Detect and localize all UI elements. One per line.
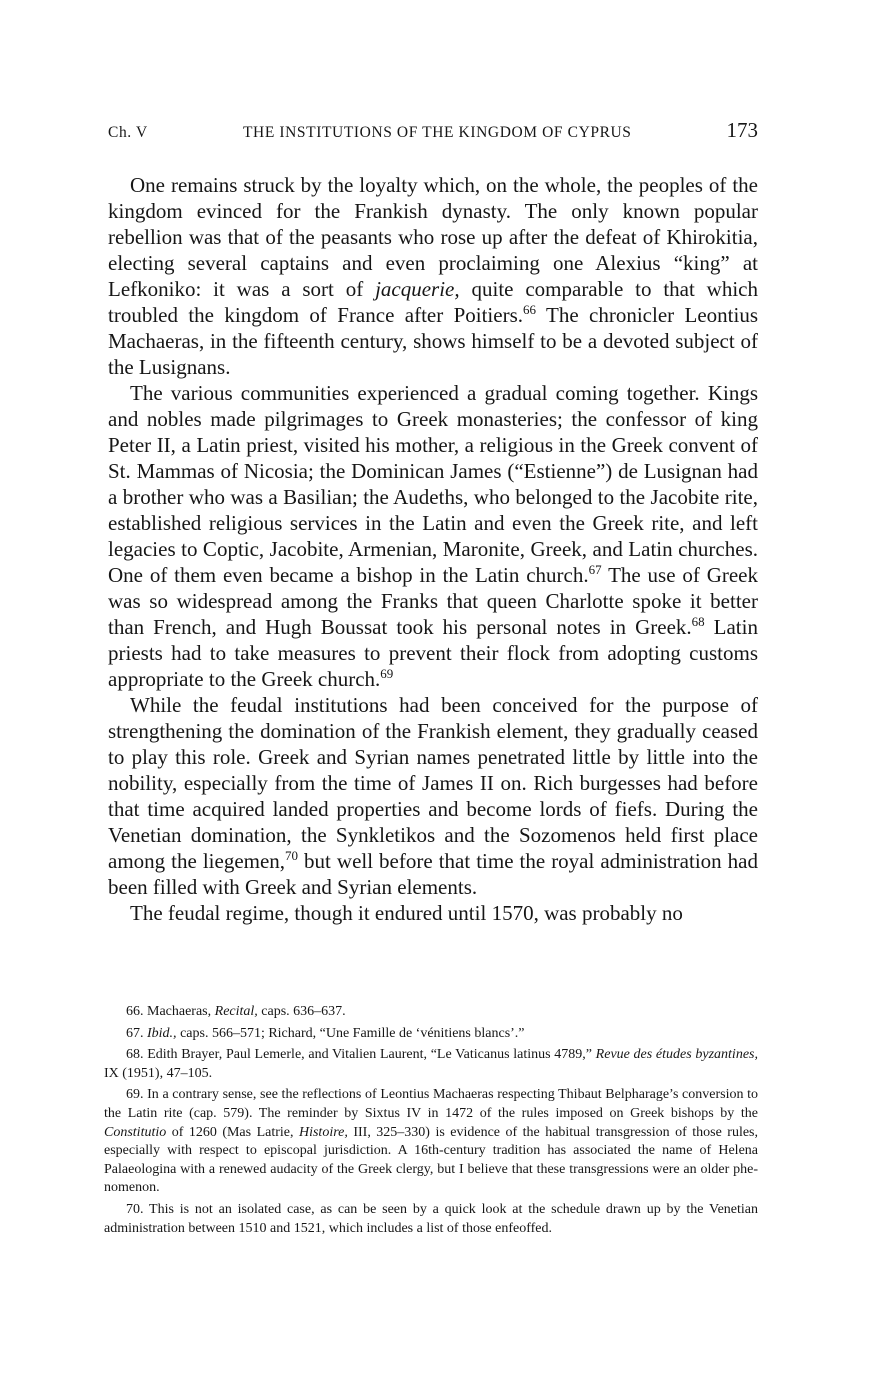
footnote: 68. Edith Brayer, Paul Lemerle, and Vitalien Laurent, “Le Vaticanus latinus 4789,” Revue des études byzantines, IX (1951), 47–105. — [104, 1047, 758, 1081]
footnote-marker: 70 — [285, 848, 299, 863]
footnote-marker: 66 — [523, 302, 537, 317]
paragraph: While the feudal institutions had been conceived for the purpose of strengthening the domination of the Frankish element, they gradually ceased to play this role. Greek and Syrian names penetrated little by little into the nobility, especially from the time of James II on. Rich burgesses had before that time acquired landed properties and become lords of fiefs. During the Venetian domination, the Synkletikos and the Sozomenos held first place among the liegemen,$^{70}$ but well before that time the royal administration had been filled with Greek and Syrian elements. — [108, 693, 758, 899]
footnote: 66. Machaeras, Recital, caps. 636–637. — [126, 1004, 346, 1019]
running-header — [108, 118, 758, 148]
footnote-marker: 68 — [691, 614, 705, 629]
footnote-marker: 67 — [588, 562, 602, 577]
paragraph: The feudal regime, though it endured until 1570, was probably no — [130, 901, 683, 925]
paragraph: The various communities experienced a gradual coming together. Kings and nobles made pilgrimages to Greek monasteries; the confessor of king Peter II, a Latin priest, visited his mother, a religious in the Greek convent of St. Mammas of Nicosia; the Dominican James (“Estienne”) de Lusignan had a brother who was a Basilian; the Audeths, who belonged to the Jacobite rite, established religious services in the Latin and even the Greek rite, and left legacies to Coptic, Jacobite, Armenian, Maronite, Greek, and Latin churches. One of them even became a bishop in the Latin church.$^{67}$ The use of Greek was so widespread among the Franks that queen Charlotte spoke it better than French, and Hugh Boussat took his personal notes in Greek.$^{68}$ Latin priests had to take measures to prevent their flock from adopting customs appropriate to the Greek church.$^{69}$ — [108, 381, 759, 691]
italic-text: Recital, — [214, 1004, 258, 1019]
italic-text: Constitutio — [104, 1124, 167, 1140]
italic-text: Revue des études byzantines, — [595, 1047, 758, 1063]
italic-text: jacquerie, — [375, 277, 460, 301]
footnote-marker: 69 — [380, 666, 394, 681]
running-title: THE INSTITUTIONS OF THE KINGDOM OF CYPRUS — [242, 124, 632, 141]
footnote: 67. Ibid., caps. 566–571; Richard, “Une Famille de ‘vénitiens blancs’.” — [126, 1025, 525, 1041]
main-text — [108, 172, 758, 926]
page-number: 173 — [726, 118, 758, 142]
chapter-label: Ch. V — [108, 124, 148, 141]
italic-text: Histoire, — [298, 1124, 348, 1140]
italic-text: Ibid., — [147, 1025, 177, 1041]
footnote: 69. In a contrary sense, see the reflections of Leontius Machaeras respecting Thibaut Belpharage’s conversion to the Latin rite (cap. 579). The reminder by Sixtus IV in 1472 of the rules imposed on Greek bishops by the Constitutio of 1260 (Mas Latrie, Histoire, III, 325–330) is evidence of the habitual transgression of those rules, especially with respect to episcopal jurisdiction. A 16th-century tradition has associated the name of Helena Palaeologina with a renewed audacity of the Greek clergy, but I believe that these transgressions were an older phenomenon. — [104, 1087, 758, 1196]
footnote: 70. This is not an isolated case, as can be seen by a quick look at the schedule drawn up by the Venetian administration between 1510 and 1521, which includes a list of those enfeoffed. — [104, 1201, 758, 1236]
paragraph: One remains struck by the loyalty which, on the whole, the peoples of the kingdom evinced for the Frankish dynasty. The only known popular rebellion was that of the peasants who rose up after the defeat of Khirokitia, electing several captains and even proclaiming one Alexius “king” at Lefkoniko: it was a sort of jacquerie, quite comparable to that which troubled the kingdom of France after Poitiers.$^{66}$ The chronicler Leontius Machaeras, in the fifteenth century, shows himself to be a devoted subject of the Lusignans. — [108, 173, 758, 379]
footnotes — [104, 1003, 758, 1241]
